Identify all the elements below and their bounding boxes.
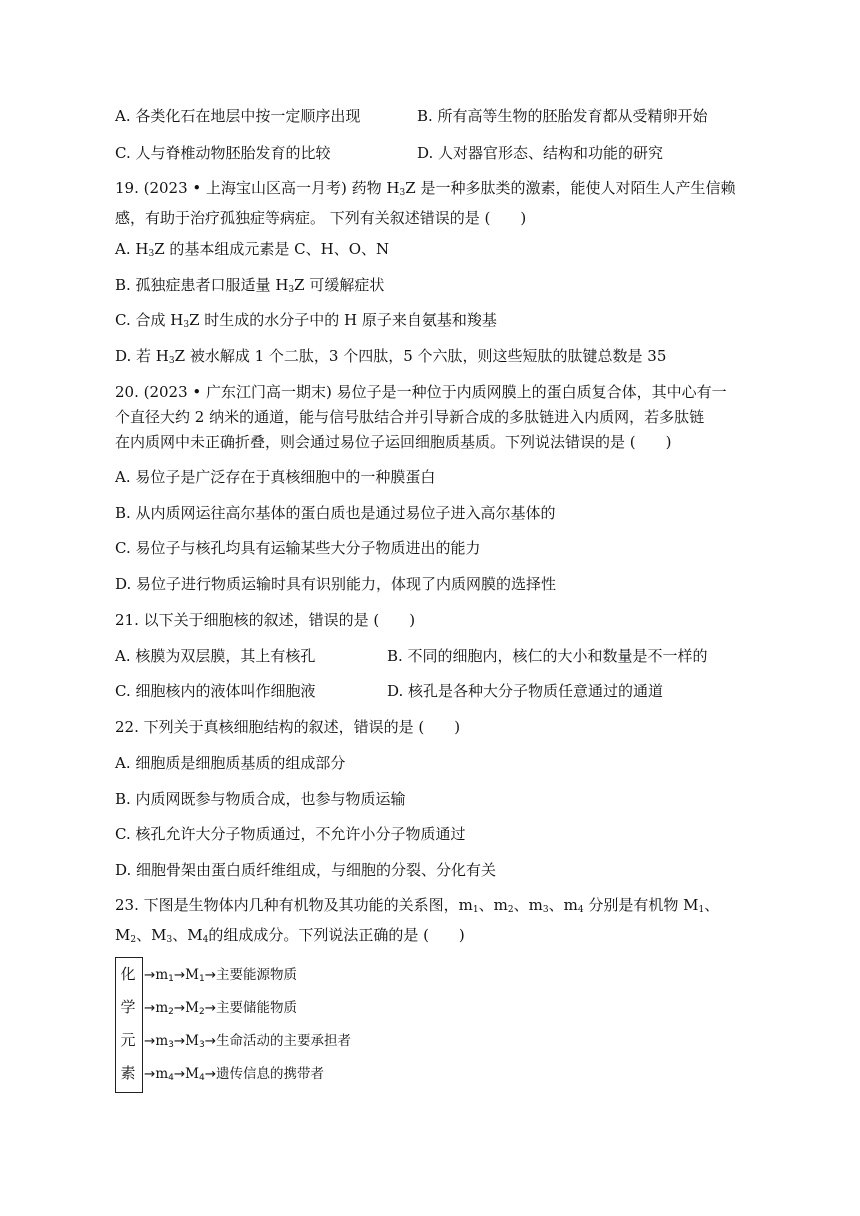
q20-stem: 20. (2023 • 广东江门高一期末) 易位子是一种位于内质网膜上的蛋白质复合体，其中心有一 个直径大约 2 纳米的通道，能与信号肽结合并引导新合成的多肽链进入内质网，若多肽链 在内质网中未正确折叠，则会通过易位子运回细胞质基质。下列说法错误的是 ( )	[115, 383, 727, 451]
element-char: 素	[120, 1064, 136, 1082]
q21-option-b: B. 不同的细胞内，核仁的大小和数量是不一样的	[387, 647, 708, 665]
q18-option-b: B. 所有高等生物的胚胎发育都从受精卵开始	[417, 107, 708, 125]
q18-option-c: C. 人与脊椎动物胚胎发育的比较	[115, 144, 331, 162]
q20-option-d: D. 易位子进行物质运输时具有识别能力，体现了内质网膜的选择性	[115, 575, 557, 593]
q22-option-a: A. 细胞质是细胞质基质的组成部分	[115, 754, 346, 772]
element-char: 学	[120, 998, 136, 1016]
q23-stem: 23. 下图是生物体内几种有机物及其功能的关系图，$m_1$、$m_2$、$m_3$、$m_4$ 分别是有机物 $M_1$、 $M_2$、$M_3$、$M_4$的组成成分。下列说法正确的是 ( )	[115, 896, 720, 945]
diagram-row-2: $\to m_2\to M_2\to$主要储能物质	[144, 1000, 298, 1017]
q20-option-c: C. 易位子与核孔均具有运输某些大分子物质进出的能力	[115, 539, 481, 557]
q18-option-a: A. 各类化石在地层中按一定顺序出现	[115, 107, 361, 125]
diagram-row-1: $\to m_1\to M_1\to$主要能源物质	[144, 967, 298, 984]
q21-option-a: A. 核膜为双层膜，其上有核孔	[115, 647, 316, 665]
q20-option-b: B. 从内质网运往高尔基体的蛋白质也是通过易位子进入高尔基体的	[115, 504, 556, 522]
diagram-row-4: $\to m_4\to M_4\to$遗传信息的携带者	[144, 1066, 325, 1083]
q22-option-c: C. 核孔允许大分子物质通过，不允许小分子物质通过	[115, 825, 466, 843]
q22-option-b: B. 内质网既参与物质合成，也参与物质运输	[115, 790, 406, 808]
diagram-row-3: $\to m_3\to M_3\to$生命活动的主要承担者	[144, 1033, 352, 1050]
q19-option-d: D. 若 $H_3Z$ 被水解成 1 个二肽，3 个四肽，5 个六肽，则这些短肽的肽键总数是 35	[115, 347, 667, 366]
q20-option-a: A. 易位子是广泛存在于真核细胞中的一种膜蛋白	[115, 468, 436, 486]
q22-option-d: D. 细胞骨架由蛋白质纤维组成，与细胞的分裂、分化有关	[115, 861, 497, 879]
organic-matter-diagram	[115, 957, 385, 1093]
q21-option-c: C. 细胞核内的液体叫作细胞液	[115, 682, 316, 700]
q18-option-d: D. 人对器官形态、结构和功能的研究	[417, 144, 664, 162]
element-char: 元	[120, 1031, 136, 1049]
q19-stem: 19. (2023 • 上海宝山区高一月考) 药物 $H_3Z$ 是一种多肽类的激素，能使人对陌生人产生信赖 感，有助于治疗孤独症等病症。 下列有关叙述错误的是 ( )	[115, 179, 736, 227]
element-char: 化	[120, 965, 136, 983]
q19-option-b: B. 孤独症患者口服适量 $H_3Z$ 可缓解症状	[115, 276, 385, 295]
q19-option-a: A. $H_3Z$ 的基本组成元素是 C、H、O、N	[115, 240, 390, 259]
q19-option-c: C. 合成 $H_3Z$ 时生成的水分子中的 H 原子来自氨基和羧基	[115, 311, 497, 330]
q21-stem: 21. 以下关于细胞核的叙述，错误的是 ( )	[115, 611, 416, 629]
q22-stem: 22. 下列关于真核细胞结构的叙述，错误的是 ( )	[115, 718, 461, 736]
q21-option-d: D. 核孔是各种大分子物质任意通过的通道	[387, 682, 664, 700]
